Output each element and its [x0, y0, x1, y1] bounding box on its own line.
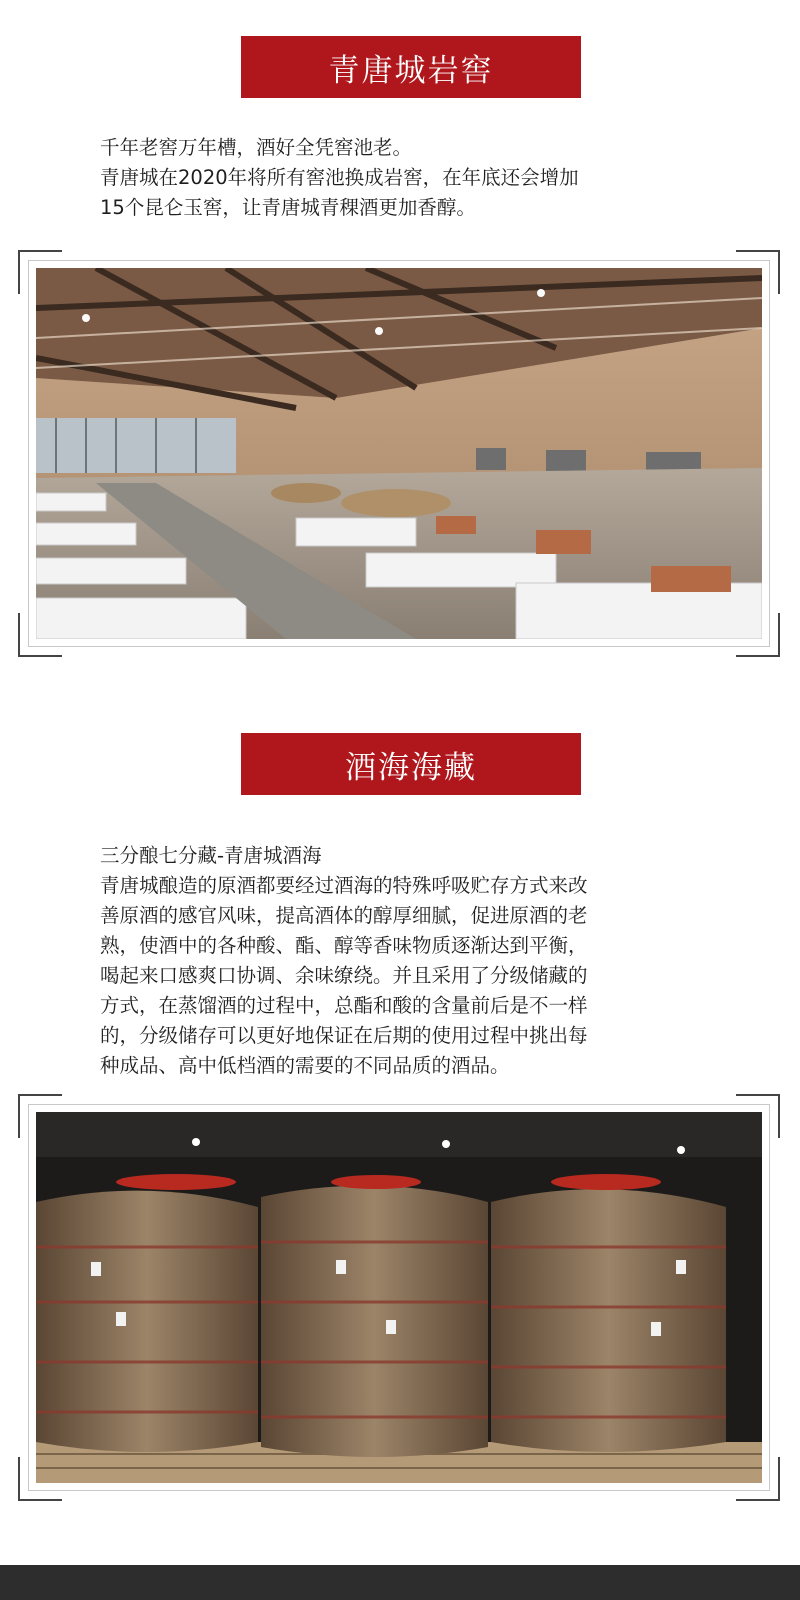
section-title-banner-1 — [241, 36, 581, 98]
paragraph-line: 的，分级储存可以更好地保证在后期的使用过程中挑出每 — [100, 1024, 588, 1047]
paragraph-line: 青唐城酿造的原酒都要经过酒海的特殊呼吸贮存方式来改 — [100, 874, 588, 897]
wine-sea-baskets-photo — [36, 1112, 762, 1483]
paragraph-line: 三分酿七分藏-青唐城酒海 — [100, 844, 322, 867]
section-title-banner-2 — [241, 733, 581, 795]
cellar-pits-photo — [36, 268, 762, 639]
paragraph-line: 方式，在蒸馏酒的过程中，总酯和酸的含量前后是不一样 — [100, 994, 588, 1017]
footer-bar — [0, 1565, 800, 1600]
section-title-2: 酒海海藏 — [345, 749, 477, 786]
paragraph-line: 青唐城在2020年将所有窖池换成岩窖，在年底还会增加 — [100, 166, 579, 189]
section-title-1: 青唐城岩窖 — [328, 52, 494, 89]
section-1-paragraph — [100, 133, 710, 223]
paragraph-line: 种成品、高中低档酒的需要的不同品质的酒品。 — [100, 1054, 510, 1077]
paragraph-line: 千年老窖万年槽，酒好全凭窖池老。 — [100, 136, 413, 159]
wine-sea-photo-frame — [18, 1094, 780, 1501]
paragraph-line: 喝起来口感爽口协调、余味缭绕。并且采用了分级储藏的 — [100, 964, 588, 987]
cellar-photo-frame — [18, 250, 780, 657]
paragraph-line: 善原酒的感官风味，提高酒体的醇厚细腻，促进原酒的老 — [100, 904, 588, 927]
paragraph-line: 熟，使酒中的各种酸、酯、醇等香味物质逐渐达到平衡， — [100, 934, 588, 957]
section-2-paragraph — [100, 841, 710, 1081]
paragraph-line: 15个昆仑玉窖，让青唐城青稞酒更加香醇。 — [100, 196, 476, 219]
